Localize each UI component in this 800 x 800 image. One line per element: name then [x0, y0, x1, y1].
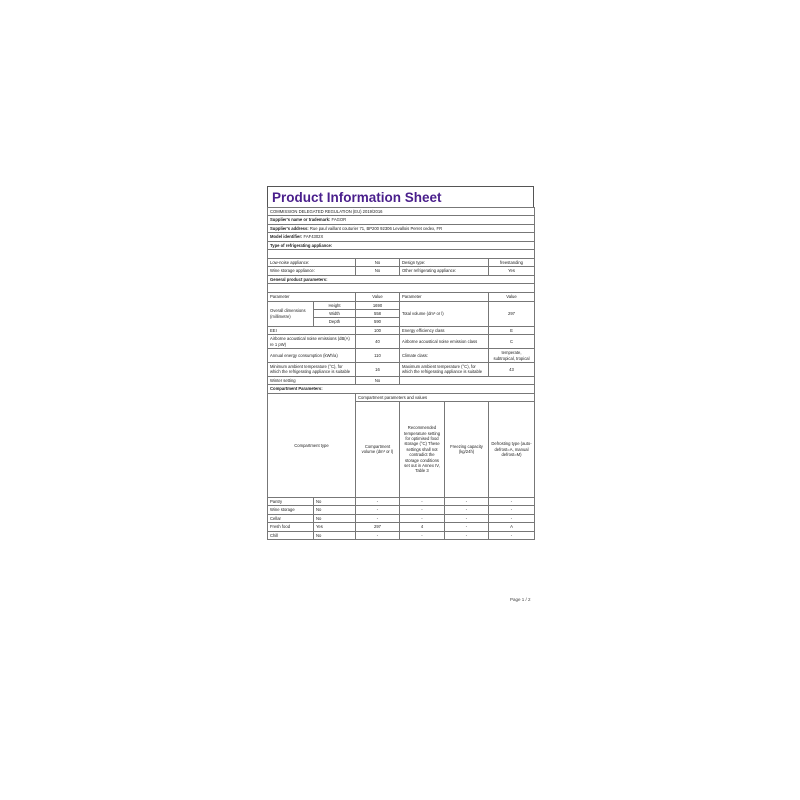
type-value: No: [356, 259, 400, 267]
compartment-temperature: -: [400, 531, 445, 539]
page-number: Page 1 / 2: [510, 597, 531, 602]
compartment-type-header: Compartment type: [268, 393, 356, 497]
supplier-address-label: Supplier's address:: [270, 225, 309, 231]
compartment-row: [268, 514, 535, 522]
compartment-present: No: [314, 497, 356, 505]
type-param: Wine storage appliance:: [268, 267, 356, 275]
general-param: Maximum ambient temperature (°C), for which the refrigerating appliance is suitable: [400, 362, 489, 376]
general-row: [268, 326, 535, 334]
type-param: Other refrigerating appliance:: [400, 267, 489, 275]
empty-cell: [400, 376, 535, 384]
general-heading: General product parameters:: [268, 275, 535, 283]
compartment-present: No: [314, 531, 356, 539]
type-value: No: [356, 267, 400, 275]
overall-dimensions-label: Overall dimensions (millimetre): [268, 301, 314, 326]
model-label: Model identifier:: [270, 234, 303, 240]
model-value: FAF4302X: [303, 234, 324, 240]
compartment-freezing: -: [445, 523, 489, 531]
winter-setting-label: Winter setting: [268, 376, 356, 384]
general-value: 43: [489, 362, 535, 376]
type-row: [268, 267, 535, 275]
compartment-temperature: 4: [400, 523, 445, 531]
general-param: Minimum ambient temperature (°C), for which the refrigerating appliance is suitable: [268, 362, 356, 376]
general-value: 100: [356, 326, 400, 334]
compartment-defrost: -: [489, 514, 535, 522]
header-value: Value: [489, 293, 535, 301]
sheet-table: [267, 207, 535, 540]
compartment-heading: Compartment Parameters:: [268, 385, 535, 393]
compartment-defrost: -: [489, 506, 535, 514]
compartment-freezing-header: Freezing capacity (kg/24h): [445, 401, 489, 497]
height-label: Height: [314, 301, 356, 309]
total-volume-label: Total volume (dm³ or l): [400, 301, 489, 326]
width-label: Width: [314, 310, 356, 318]
compartment-freezing: -: [445, 531, 489, 539]
compartment-defrost-header: Defrosting type (auto-defrost=A, manual defrost=M): [489, 401, 535, 497]
general-row: [268, 362, 535, 376]
supplier-name-row: [268, 216, 535, 224]
winter-row: [268, 376, 535, 384]
general-param: EEI: [268, 326, 356, 334]
compartment-volume: -: [356, 531, 400, 539]
general-value: E: [489, 326, 535, 334]
height-value: 1690: [356, 301, 400, 309]
compartment-freezing: -: [445, 497, 489, 505]
supplier-address-value: Rue paul vaillant couturier 71, BP200 92306 Levallois Perret cedex, FR: [309, 225, 443, 231]
general-row: [268, 335, 535, 349]
general-header-row: [268, 293, 535, 301]
supplier-name-label: Supplier's name or trademark:: [270, 217, 331, 223]
compartment-name: Wine storage: [268, 506, 314, 514]
compartment-temperature: -: [400, 514, 445, 522]
type-param: Design type:: [400, 259, 489, 267]
compartment-present: Yes: [314, 523, 356, 531]
compartment-defrost: A: [489, 523, 535, 531]
depth-value: 590: [356, 318, 400, 326]
total-volume-value: 297: [489, 301, 535, 326]
compartment-volume: -: [356, 506, 400, 514]
spacer: [268, 284, 535, 293]
spacer: [268, 250, 535, 259]
type-heading: Type of refrigerating appliance:: [268, 241, 535, 249]
compartment-group-row: [268, 393, 535, 401]
compartment-temperature: -: [400, 506, 445, 514]
compartment-volume: -: [356, 497, 400, 505]
compartment-temperature-header: Recommended temperature setting for optimised food storage (°C) These settings shall not contradict the storage conditions set out in Annex IV, Table 3: [400, 401, 445, 497]
compartment-row: [268, 523, 535, 531]
general-value: 16: [356, 362, 400, 376]
compartment-name: Fresh food: [268, 523, 314, 531]
general-param: Annual energy consumption (kWh/a): [268, 349, 356, 363]
sheet-title: Product Information Sheet: [267, 186, 534, 207]
compartment-row: [268, 497, 535, 505]
general-param: Energy efficiency class: [400, 326, 489, 334]
dimension-row: [268, 301, 535, 309]
depth-label: Depth: [314, 318, 356, 326]
header-value: Value: [356, 293, 400, 301]
winter-setting-value: No: [356, 376, 400, 384]
supplier-name-value: FAGOR: [331, 217, 347, 223]
compartment-present: No: [314, 506, 356, 514]
compartment-name: Cellar: [268, 514, 314, 522]
general-param: Airborne acoustical noise emissions (dB(A) re 1 pW): [268, 335, 356, 349]
header-parameter: Parameter: [268, 293, 356, 301]
type-value: Yes: [489, 267, 535, 275]
header-parameter: Parameter: [400, 293, 489, 301]
compartment-freezing: -: [445, 514, 489, 522]
compartment-defrost: -: [489, 497, 535, 505]
general-value: temperate, subtropical, tropical: [489, 349, 535, 363]
compartment-volume: 297: [356, 523, 400, 531]
product-information-sheet: [267, 186, 534, 540]
general-value: C: [489, 335, 535, 349]
model-row: [268, 233, 535, 241]
general-row: [268, 349, 535, 363]
compartment-defrost: -: [489, 531, 535, 539]
compartment-row: [268, 506, 535, 514]
compartment-present: No: [314, 514, 356, 522]
compartment-freezing: -: [445, 506, 489, 514]
general-param: Climate class:: [400, 349, 489, 363]
compartment-temperature: -: [400, 497, 445, 505]
compartment-row: [268, 531, 535, 539]
compartment-volume: -: [356, 514, 400, 522]
general-value: 110: [356, 349, 400, 363]
type-row: [268, 259, 535, 267]
compartment-name: Chill: [268, 531, 314, 539]
supplier-address-row: [268, 224, 535, 232]
type-param: Low-noise appliance:: [268, 259, 356, 267]
type-value: freestanding: [489, 259, 535, 267]
general-param: Airborne acoustical noise emission class: [400, 335, 489, 349]
regulation: COMMISSION DELEGATED REGULATION (EU) 2019/2016: [268, 208, 535, 216]
width-value: 558: [356, 310, 400, 318]
compartment-name: Pantry: [268, 497, 314, 505]
general-value: 40: [356, 335, 400, 349]
compartment-volume-header: Compartment volume (dm³ or l): [356, 401, 400, 497]
compartment-group-header: Compartment parameters and values: [356, 393, 535, 401]
